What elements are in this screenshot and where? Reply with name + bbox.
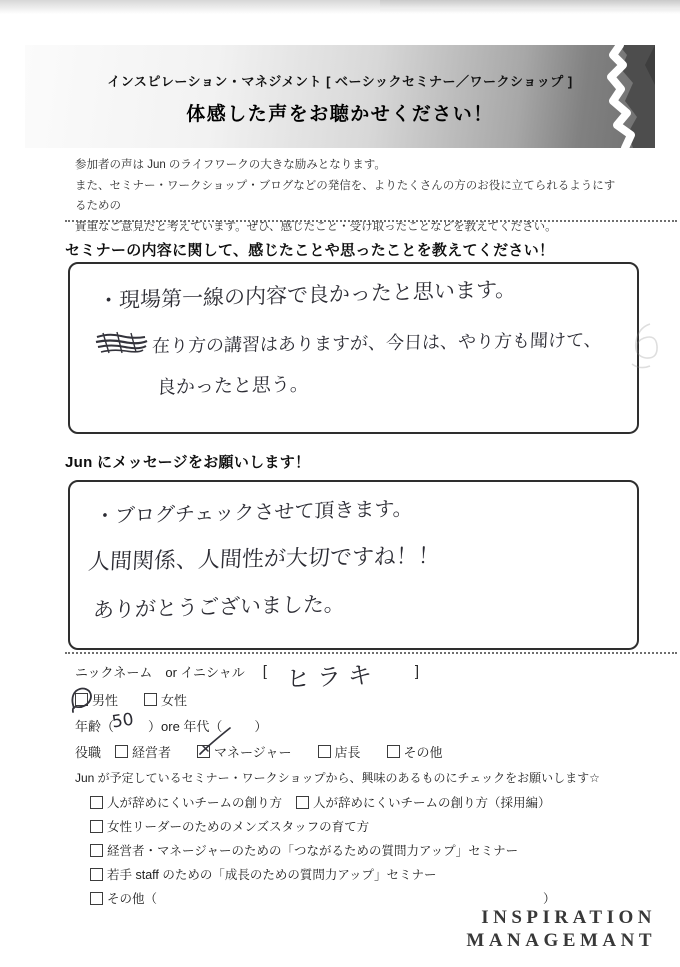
- female-checkbox[interactable]: [144, 693, 157, 706]
- seminar4-label: 経営者・マネージャーのための「つながるための質問力アップ」セミナー: [107, 844, 519, 858]
- gender-option-female[interactable]: [144, 690, 187, 709]
- role-option-storechief[interactable]: [318, 742, 361, 761]
- seminarother-checkbox[interactable]: [90, 892, 103, 905]
- intro-line-1: 参加者の声は Jun のライフワークの大きな励みとなります。: [75, 159, 386, 171]
- age-middle: ）ore 年代（: [148, 719, 223, 734]
- section1-handwritten-line-2: 在り方の講習はありますが、今日は、やり方も聞けて、: [151, 329, 602, 358]
- banner-text: [25, 45, 655, 126]
- roleother-label: その他: [403, 745, 443, 760]
- role-option-owner[interactable]: [115, 742, 171, 761]
- manager-checkbox-handwritten-check: [196, 726, 232, 756]
- gender-row: [75, 690, 213, 709]
- seminar1-checkbox[interactable]: [90, 796, 103, 809]
- owner-checkbox[interactable]: [115, 745, 128, 758]
- dotted-separator: [65, 220, 677, 222]
- male-checkbox-handwritten-mark: [69, 685, 95, 713]
- interest-prompt: Jun が予定しているセミナー・ワークショップから、興味のあるものにチェックをお願いします☆: [75, 771, 600, 785]
- seminar-option-other[interactable]: [90, 889, 157, 907]
- other-close-paren: ）: [543, 892, 556, 906]
- intro-line-3: 貴重なご意見だと考えています。ぜひ、感じたこと・受け取ったことなどを教えてください。: [75, 221, 557, 234]
- seminar3-label: 女性リーダーのためのメンズスタッフの育て方: [107, 820, 370, 834]
- role-label: 役職: [75, 745, 102, 760]
- owner-label: 経営者: [132, 745, 172, 760]
- bracket-open: [: [262, 663, 267, 680]
- role-row: [75, 742, 469, 761]
- male-label: 男性: [92, 693, 119, 708]
- banner-title: 体感した声をお聴かせください！: [186, 104, 494, 125]
- stray-pencil-mark: [624, 318, 666, 382]
- manager-label: マネージャー: [214, 745, 292, 760]
- section2-handwritten-line-2: 人間関係、人間性が大切ですね！！: [87, 543, 441, 576]
- seminar1-label: 人が辞めにくいチームの創り方: [107, 796, 283, 810]
- scratched-out-word: [95, 331, 149, 355]
- age-handwritten-value: 50: [110, 709, 135, 733]
- seminar-option-5[interactable]: [90, 865, 436, 883]
- roleother-checkbox[interactable]: [387, 745, 400, 758]
- age-prefix: 年齢（: [75, 719, 115, 734]
- company-logo: [466, 906, 656, 952]
- seminar-option-4[interactable]: [90, 841, 518, 859]
- seminar3-checkbox[interactable]: [90, 820, 103, 833]
- age-suffix: ）: [254, 719, 268, 734]
- seminar4-checkbox[interactable]: [90, 844, 103, 857]
- seminar-option-1[interactable]: [90, 793, 282, 811]
- section1-handwritten-line-1: ・現場第一線の内容で良かったと思います。: [97, 277, 517, 313]
- section1-handwritten-line-3: 良かったと思う。: [156, 373, 310, 399]
- role-option-other[interactable]: [387, 742, 443, 761]
- dotted-separator: [65, 652, 677, 654]
- scan-edge-artifact-right: [380, 0, 680, 12]
- seminar-option-3[interactable]: [90, 817, 369, 835]
- nickname-label: ニックネーム or イニシャル: [75, 665, 245, 680]
- storechief-checkbox[interactable]: [318, 745, 331, 758]
- seminar-row-2: [90, 817, 395, 835]
- female-label: 女性: [161, 693, 188, 708]
- intro-line-2: また、セミナー・ワークショップ・ブログなどの発信を、よりたくさんの方のお役に立てられるようにするための: [75, 179, 616, 213]
- seminar-option-2[interactable]: [296, 793, 551, 811]
- logo-line-1: INSPIRATION: [481, 907, 656, 928]
- header-banner: [25, 45, 655, 148]
- age-row: [75, 716, 267, 735]
- intro-paragraph: [75, 155, 620, 238]
- nickname-handwritten-value: ヒラキ: [285, 660, 380, 694]
- seminar5-checkbox[interactable]: [90, 868, 103, 881]
- seminarother-label: その他（: [107, 892, 158, 906]
- bracket-close: ]: [414, 663, 420, 680]
- seminar5-label: 若手 staff のための「成長のための質問力アップ」セミナー: [107, 868, 437, 882]
- logo-line-2: MANAGEMANT: [466, 930, 656, 952]
- seminar-row-4: [90, 865, 462, 883]
- seminar2-label: 人が辞めにくいチームの創り方（採用編）: [313, 796, 551, 810]
- seminar-row-1: [90, 793, 577, 811]
- section2-handwritten-line-1: ・ブログチェックさせて頂きます。: [94, 496, 414, 528]
- storechief-label: 店長: [334, 745, 361, 760]
- seminar2-checkbox[interactable]: [296, 796, 309, 809]
- section2-handwritten-line-3: ありがとうございました。: [92, 591, 346, 623]
- section1-title: セミナーの内容に関して、感じたことや思ったことを教えてください！: [65, 242, 555, 259]
- section2-title: Jun にメッセージをお願いします！: [65, 454, 311, 471]
- seminar-row-other: [90, 889, 556, 907]
- seminar-row-3: [90, 841, 544, 859]
- banner-subtitle: インスピレーション・マネジメント [ ベーシックセミナー／ワークショップ ]: [107, 74, 573, 89]
